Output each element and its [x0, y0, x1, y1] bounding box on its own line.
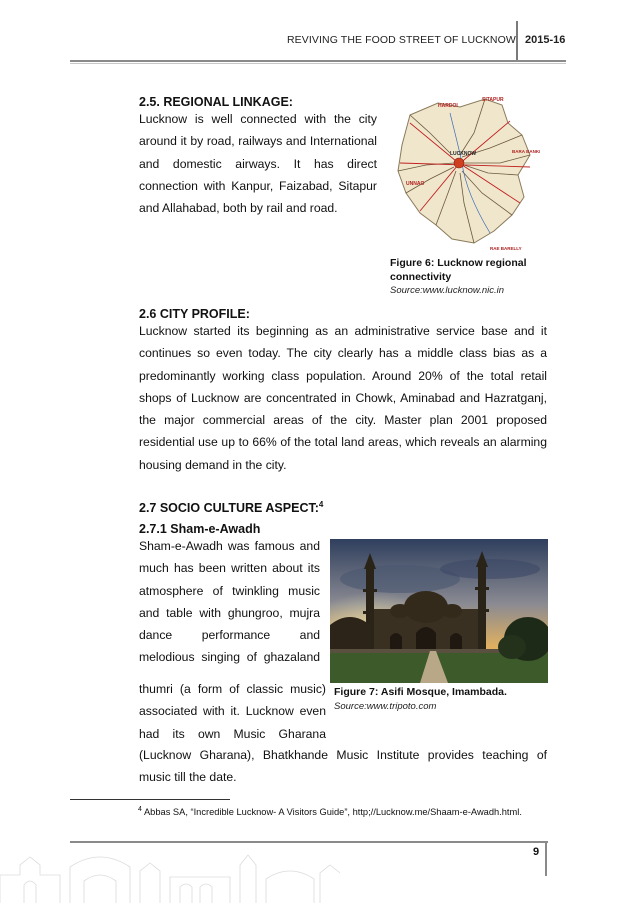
footnote-number: 4 — [138, 806, 142, 813]
header-title: REVIVING THE FOOD STREET OF LUCKNOW — [287, 34, 516, 46]
text-line: much has been written about its — [139, 561, 320, 576]
text-line: the major commercial areas of the city. Master plan 2001 proposed — [139, 413, 547, 428]
text-line: Lucknow started its beginning as an administrative service base and it — [139, 324, 547, 338]
sham-e-awadh-text-upper — [139, 535, 320, 669]
map-label-bara-banki: BARA BANKI — [512, 149, 540, 154]
regional-linkage-text — [139, 108, 377, 219]
text-line: and domestic airways. It has direct — [139, 156, 377, 171]
figure-6-source: Source:www.lucknow.nic.in — [390, 285, 505, 296]
figure-7-caption: Figure 7: Asifi Mosque, Imambada. — [334, 686, 507, 698]
text-line: melodious singing of ghazaland — [139, 650, 320, 665]
text-line: and Allahabad, both by rail and road. — [139, 201, 338, 216]
city-profile-text — [139, 320, 547, 476]
text-line: shops of Lucknow are concentrated in Chowk, Aminabad and Hazratganj, — [139, 390, 547, 405]
text-line: Lucknow is well connected with the city — [139, 112, 377, 126]
heritage-skyline-watermark — [0, 845, 340, 903]
text-line: associated with it. Lucknow even — [139, 704, 326, 719]
footnote-text: Abbas SA, “Incredible Lucknow- A Visitors Guide”, http;//Lucknow.me/Shaam-e-Awadh.html. — [143, 807, 522, 818]
page-number: 9 — [533, 846, 540, 858]
asifi-mosque-photo — [330, 539, 548, 683]
text-line: dance performance and — [139, 628, 320, 643]
text-line: continues so even today. The city clearly has a middle class bias as a — [139, 346, 547, 361]
text-line: Sham-e-Awadh was famous and — [139, 539, 320, 553]
figure-6-caption: Figure 6: Lucknow regional connectivity — [390, 257, 527, 283]
text-line: residential use up to 66% of the total land areas, which reveals an alarming — [139, 435, 547, 450]
text-line: (Lucknow Gharana), Bhatkhande Music Institute provides teaching of — [139, 748, 547, 762]
text-line: music till the date. — [139, 770, 237, 785]
footer-rule — [70, 841, 548, 843]
sham-e-awadh-text-full — [139, 744, 547, 789]
header-rule — [70, 60, 566, 62]
text-line: around it by road, railways and International — [139, 134, 377, 149]
figure-7-source: Source:www.tripoto.com — [334, 701, 437, 712]
text-line: predominantly working class population. Around 20% of the total retail — [139, 368, 547, 383]
map-label-hardoi: HARDOI — [438, 103, 458, 109]
text-line: thumri (a form of classic music) — [139, 682, 326, 696]
subsection-heading-sham-e-awadh: 2.7.1 Sham-e-Awadh — [139, 522, 261, 536]
footnote-marker: 4 — [318, 500, 324, 509]
header-rule-thin — [70, 63, 566, 64]
text-line: housing demand in the city. — [139, 457, 287, 472]
text-line: atmosphere of twinkling music — [139, 583, 320, 598]
map-label-lucknow: LUCKNOW — [450, 151, 477, 157]
map-label-unnao: UNNAO — [406, 181, 425, 187]
section-heading-socio-culture — [139, 500, 323, 515]
text-line: and table with ghungroo, mujra — [139, 605, 320, 620]
text-line: had its own Music Gharana — [139, 726, 326, 741]
header-divider — [516, 21, 518, 61]
sham-e-awadh-text-lower — [139, 678, 326, 745]
section-heading-city-profile: 2.6 CITY PROFILE: — [139, 307, 250, 321]
map-label-rae-barelly: RAE BARELLY — [490, 246, 522, 251]
text-line: connection with Kanpur, Faizabad, Sitapur — [139, 178, 377, 193]
footer-divider — [545, 841, 547, 876]
header-year: 2015-16 — [525, 34, 566, 46]
footnote — [138, 806, 522, 817]
lucknow-regional-map — [390, 93, 540, 253]
section-heading-regional-linkage: 2.5. REGIONAL LINKAGE: — [139, 95, 293, 109]
footnote-rule — [70, 799, 230, 800]
heading-text: 2.7 SOCIO CULTURE ASPECT: — [139, 501, 319, 516]
map-label-sitapur: SITAPUR — [482, 97, 504, 103]
